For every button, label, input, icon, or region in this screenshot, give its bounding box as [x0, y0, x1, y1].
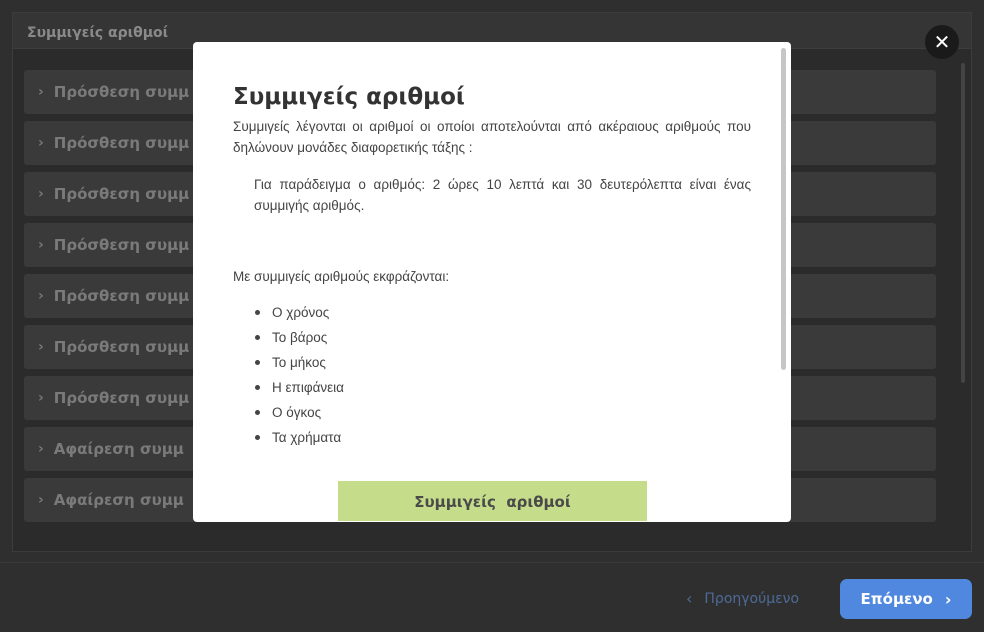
close-button[interactable] [925, 25, 959, 59]
lesson-item-label: Πρόσθεση συμμ [53, 83, 190, 101]
bullet-icon [255, 360, 260, 365]
bullet-icon [255, 410, 260, 415]
modal-scrollbar[interactable] [781, 48, 786, 370]
modal-bullet-list [233, 300, 751, 450]
list-item-label: Ο όγκος [272, 405, 322, 420]
modal-banner-label: Συμμιγείς αριθμοί [414, 493, 571, 511]
next-button[interactable] [840, 579, 972, 619]
bullet-icon [255, 385, 260, 390]
background-scrollbar[interactable] [961, 63, 965, 383]
list-item-label: Το μήκος [272, 355, 326, 370]
bullet-icon [255, 310, 260, 315]
chevron-right-icon: › [38, 441, 44, 457]
chevron-right-icon: › [38, 288, 44, 304]
footer-bar [0, 562, 984, 632]
chevron-right-icon: › [38, 186, 44, 202]
modal-content [233, 84, 751, 450]
list-item [255, 350, 751, 375]
modal-banner [338, 481, 647, 521]
list-item [255, 300, 751, 325]
chevron-left-icon: ‹ [686, 589, 693, 608]
list-item [255, 375, 751, 400]
modal-title: Συμμιγείς αριθμοί [233, 84, 465, 110]
lesson-item-label: Πρόσθεση συμμ [53, 287, 190, 305]
list-item [255, 425, 751, 450]
bullet-icon [255, 335, 260, 340]
next-button-label: Επόμενο [860, 590, 933, 608]
info-modal [193, 42, 791, 522]
list-item [255, 325, 751, 350]
lesson-item-label: Πρόσθεση συμμ [53, 236, 190, 254]
lesson-item-label: Αφαίρεση συμμ [53, 491, 184, 509]
previous-button[interactable] [686, 589, 799, 608]
lesson-item-label: Πρόσθεση συμμ [53, 185, 190, 203]
chevron-right-icon: › [38, 135, 44, 151]
chevron-right-icon: › [38, 492, 44, 508]
list-item [255, 400, 751, 425]
previous-button-label: Προηγούμενο [704, 590, 800, 607]
modal-expressed-label: Με συμμιγείς αριθμούς εκφράζονται: [233, 269, 450, 284]
background-title: Συμμιγείς αριθμοί [27, 25, 169, 41]
list-item-label: Ο χρόνος [272, 305, 330, 320]
chevron-right-icon: › [944, 589, 952, 609]
list-item-label: Το βάρος [272, 330, 328, 345]
modal-intro-text: Συμμιγείς λέγονται οι αριθμοί οι οποίοι αποτελούνται από ακέραιους αριθμούς που δηλώνουν μονάδες διαφορετικής τάξης : [233, 119, 751, 155]
modal-example-text: Για παράδειγμα ο αριθμός: 2 ώρες 10 λεπτά και 30 δευτερόλεπτα είναι ένας συμμιγής αριθμός. [254, 177, 751, 213]
chevron-right-icon: › [38, 390, 44, 406]
lesson-item-label: Πρόσθεση συμμ [53, 338, 190, 356]
chevron-right-icon: › [38, 339, 44, 355]
chevron-right-icon: › [38, 237, 44, 253]
chevron-right-icon: › [38, 84, 44, 100]
lesson-item-label: Πρόσθεση συμμ [53, 134, 190, 152]
list-item-label: Τα χρήματα [272, 430, 342, 445]
lesson-item-label: Πρόσθεση συμμ [53, 389, 190, 407]
lesson-item-label: Αφαίρεση συμμ [53, 440, 184, 458]
list-item-label: Η επιφάνεια [272, 380, 344, 395]
close-icon: ✕ [933, 30, 951, 54]
bullet-icon [255, 435, 260, 440]
